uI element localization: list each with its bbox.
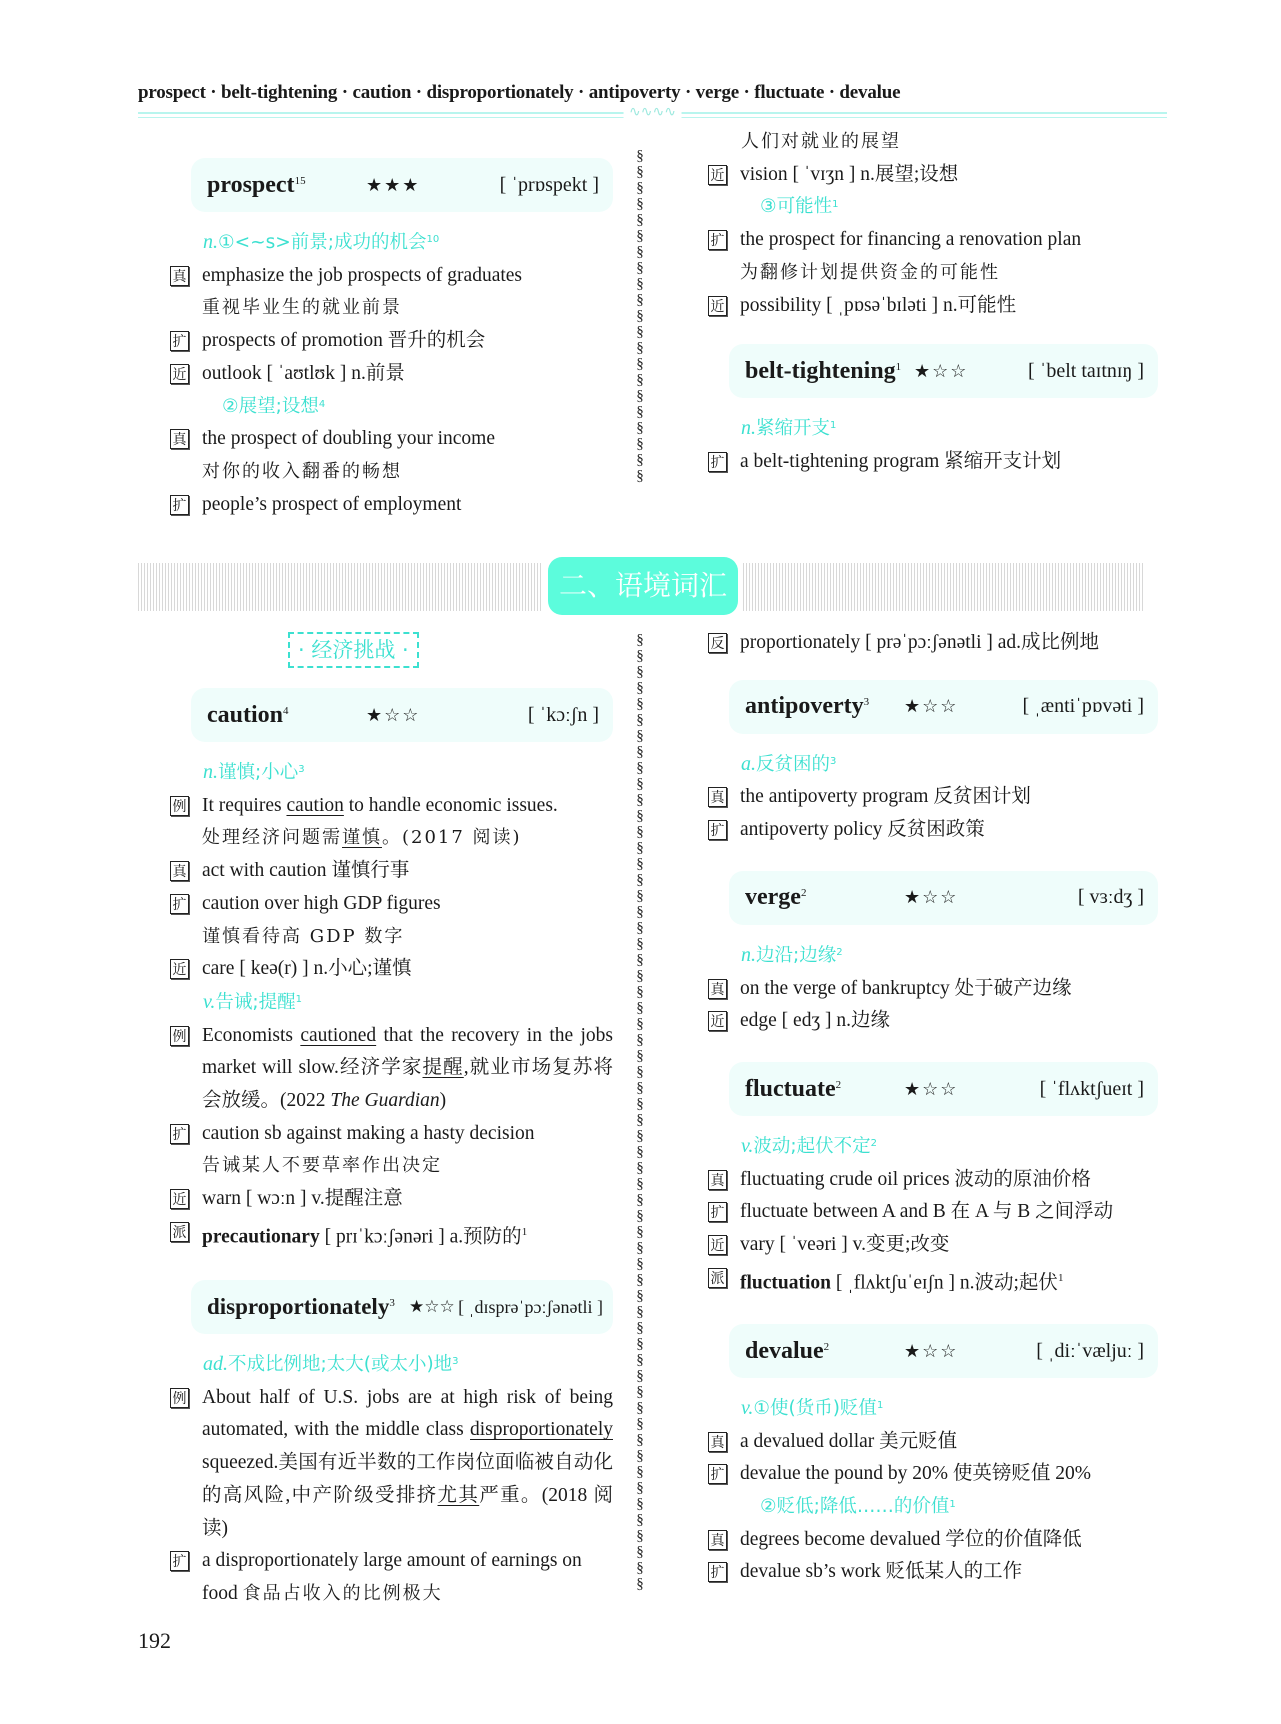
example: 真 on the verge of bankruptcy 处于破产边缘 xyxy=(708,973,1158,1006)
definition: n.边沿;边缘$^2$ xyxy=(741,943,843,966)
definition: ad.不成比例地;太大(或太小)地$^3$ xyxy=(203,1353,459,1376)
example: 真 degrees become devalued 学位的价值降低 xyxy=(708,1524,1158,1557)
tag-zhen-icon: 真 xyxy=(170,266,189,286)
header-rule xyxy=(138,105,1167,120)
entry-belt-tightening xyxy=(708,344,1158,478)
tag-jin-icon: 近 xyxy=(708,296,727,316)
definition: v.波动;起伏不定$^2$ xyxy=(741,1134,878,1157)
headword-box xyxy=(729,1062,1158,1116)
example: 近 edge [ edʒ ] n.边缘 xyxy=(708,1005,1158,1038)
tag-jin-icon: 近 xyxy=(170,364,189,384)
page-number: 192 xyxy=(138,1628,171,1653)
tag-kuo-icon: 扩 xyxy=(708,1202,727,1222)
tag-zhen-icon: 真 xyxy=(170,861,189,881)
tag-kuo-icon: 扩 xyxy=(170,894,189,914)
tag-kuo-icon: 扩 xyxy=(170,495,189,515)
definition: ③可能性$^1$ xyxy=(760,196,839,218)
definition: n.紧缩开支$^1$ xyxy=(741,417,837,440)
column-divider-top: § § § § § § § § § § § § § § § § § § § § § xyxy=(636,148,644,483)
example: 近 care [ keə(r) ] n.小心;谨慎 xyxy=(170,953,613,986)
tag-jin-icon: 近 xyxy=(708,1011,727,1031)
example-sentence: 例 About half of U.S. jobs are at high risk of being automated, with the middle class disproportionately squeezed.美国有近半数的工作岗位面临被自动化的高风险,中产阶级受排挤尤其严重。(2018 阅读) xyxy=(170,1382,613,1546)
definition: v.告诫;提醒$^1$ xyxy=(203,990,303,1013)
star-rating: ★☆☆ xyxy=(904,887,959,908)
example: 扩 the prospect for financing a renovation plan 为翻修计划提供资金的可能性 xyxy=(708,224,1158,289)
tag-zhen-icon: 真 xyxy=(170,429,189,449)
tag-kuo-icon: 扩 xyxy=(170,331,189,351)
definition: n.①<~s>前景;成功的机会$^{10}$ xyxy=(203,231,440,253)
example: 扩 prospects of promotion 晋升的机会 xyxy=(170,325,613,358)
example: 真 the antipoverty program 反贫困计划 xyxy=(708,781,1158,814)
example: 真 fluctuating crude oil prices 波动的原油价格 xyxy=(708,1164,1158,1197)
star-rating: ★☆☆ xyxy=(366,704,421,725)
tag-pai-icon: 派 xyxy=(170,1222,189,1242)
phonetic: [ ˈflʌktʃueɪt ] xyxy=(1039,1077,1144,1100)
example: 扩 a disproportionately large amount of earnings on food 食品占收入的比例极大 xyxy=(170,1545,613,1610)
example-sentence: 例 Economists cautioned that the recovery in the jobs market will slow.经济学家提醒,就业市场复苏将会放缓。(2022 The Guardian) xyxy=(170,1020,613,1118)
example: 扩 devalue sb’s work 贬低某人的工作 xyxy=(708,1556,1158,1589)
entry-prospect-continued xyxy=(708,126,1158,479)
entry-devalue xyxy=(708,1324,1158,1589)
tag-kuo-icon: 扩 xyxy=(708,1562,727,1582)
example: 扩 antipoverty policy 反贫困政策 xyxy=(708,814,1158,847)
phonetic: [ vɜːdʒ ] xyxy=(1077,886,1144,909)
example-translation: 人们对就业的展望 xyxy=(741,131,901,152)
column-divider-bottom: § § § § § § § § § § § § § § § § § § § § § § § § § § § § § § § § § § § § § § § § § § § § § § § § § § § § § § § § § § § § xyxy=(636,632,644,1592)
example: 扩 devalue the pound by 20% 使英镑贬值 20% xyxy=(708,1458,1158,1491)
headword-box xyxy=(191,158,613,212)
headword: fluctuate$^2$ xyxy=(745,1075,842,1102)
entry-antipoverty xyxy=(708,680,1158,847)
example: 扩 caution sb against making a hasty decision 告诫某人不要草率作出决定 xyxy=(170,1118,613,1183)
example: 近 vision [ ˈvɪʒn ] n.展望;设想 xyxy=(708,159,1158,192)
entry-disproportionately xyxy=(170,1280,613,1611)
entry-verge xyxy=(708,871,1158,1038)
example: 扩 fluctuate between A and B 在 A 与 B 之间浮动 xyxy=(708,1196,1158,1229)
derivative: 派 fluctuation [ ˌflʌktʃuˈeɪʃn ] n.波动;起伏$^1$ xyxy=(708,1262,1158,1300)
example: 扩 caution over high GDP figures 谨慎看待高 GDP 数字 xyxy=(170,888,613,953)
phonetic: [ ˈkɔːʃn ] xyxy=(527,703,599,726)
headword-box xyxy=(729,1324,1158,1378)
wave-ornament-icon: ∿∿∿∿ xyxy=(623,106,682,120)
star-rating: ★☆☆ xyxy=(914,360,969,381)
example: 近 warn [ wɔːn ] v.提醒注意 xyxy=(170,1183,613,1216)
example: 近 outlook [ ˈaʊtlʊk ] n.前景 xyxy=(170,358,613,391)
tag-li-icon: 例 xyxy=(170,1026,189,1046)
headword: verge$^2$ xyxy=(745,884,807,911)
headword: caution$^4$ xyxy=(207,701,289,728)
example: 扩 people’s prospect of employment xyxy=(170,489,613,522)
phonetic: [ ˈprɒspekt ] xyxy=(499,173,599,196)
definition: ②展望;设想$^4$ xyxy=(222,395,326,417)
tag-kuo-icon: 扩 xyxy=(708,1464,727,1484)
example: 扩 a belt-tightening program 紧缩开支计划 xyxy=(708,446,1158,479)
entry-prospect xyxy=(170,158,613,521)
section-title: 二、语境词汇 xyxy=(548,557,738,615)
phonetic: [ ˈbelt taɪtnɪŋ ] xyxy=(1028,359,1144,382)
tag-zhen-icon: 真 xyxy=(708,979,727,999)
phonetic: [ ˌdɪsprəˈpɔːʃənətli ] xyxy=(458,1296,603,1317)
example: 真 emphasize the job prospects of graduates 重视毕业生的就业前景 xyxy=(170,260,613,325)
tag-zhen-icon: 真 xyxy=(708,787,727,807)
headword: devalue$^2$ xyxy=(745,1337,830,1364)
headword-box xyxy=(729,871,1158,925)
tag-zhen-icon: 真 xyxy=(708,1530,727,1550)
definition: n.谨慎;小心$^3$ xyxy=(203,761,305,783)
headword-box xyxy=(729,344,1158,398)
example: 真 the prospect of doubling your income 对你的收入翻番的畅想 xyxy=(170,423,613,488)
headword-box xyxy=(191,688,613,742)
headword-box xyxy=(191,1280,613,1334)
tag-jin-icon: 近 xyxy=(170,959,189,979)
headword: prospect$^{15}$ xyxy=(207,171,306,198)
tag-zhen-icon: 真 xyxy=(708,1432,727,1452)
tag-kuo-icon: 扩 xyxy=(708,230,727,250)
tag-jin-icon: 近 xyxy=(708,1235,727,1255)
tag-jin-icon: 近 xyxy=(170,1189,189,1209)
headword: disproportionately$^3$ xyxy=(207,1293,395,1319)
star-rating: ★☆☆ xyxy=(904,696,959,717)
derivative: 派 precautionary [ prɪˈkɔːʃənəri ] a.预防的$^1$ xyxy=(170,1216,613,1254)
star-rating: ★☆☆ xyxy=(904,1340,959,1361)
tag-jin-icon: 近 xyxy=(708,165,727,185)
definition: a.反贫困的$^3$ xyxy=(741,752,837,775)
headword-box xyxy=(729,680,1158,734)
tag-kuo-icon: 扩 xyxy=(708,452,727,472)
tag-li-icon: 例 xyxy=(170,796,189,816)
example: 真 act with caution 谨慎行事 xyxy=(170,855,613,888)
section-banner xyxy=(138,563,1143,611)
example-sentence: 例 It requires caution to handle economic issues. 处理经济问题需谨慎。(2017 阅读) xyxy=(170,790,613,855)
tag-zhen-icon: 真 xyxy=(708,1170,727,1190)
tag-kuo-icon: 扩 xyxy=(170,1551,189,1571)
definition: ②贬低;降低……的价值$^1$ xyxy=(760,1496,956,1518)
tag-kuo-icon: 扩 xyxy=(708,820,727,840)
right-column-bottom xyxy=(708,627,1158,1589)
headword: belt-tightening$^1$ xyxy=(745,357,902,384)
definition: v.①使(货币)贬值$^1$ xyxy=(741,1396,884,1419)
entry-fluctuate xyxy=(708,1062,1158,1300)
star-rating: ★★★ xyxy=(366,174,421,195)
example: 真 a devalued dollar 美元贬值 xyxy=(708,1426,1158,1459)
tag-pai-icon: 派 xyxy=(708,1268,727,1288)
entry-caution xyxy=(170,688,613,1611)
tag-li-icon: 例 xyxy=(170,1388,189,1408)
running-header: prospect · belt-tightening · caution · disproportionately · antipoverty · verge · fluctuate · devalue xyxy=(138,82,901,103)
phonetic: [ ˌæntiˈpɒvəti ] xyxy=(1022,695,1144,718)
star-rating: ★☆☆ xyxy=(904,1078,959,1099)
phonetic: [ ˌdiːˈvæljuː ] xyxy=(1036,1339,1144,1362)
antonym: 反 proportionately [ prəˈpɔːʃənətli ] ad.成比例地 xyxy=(708,627,1158,660)
tag-fan-icon: 反 xyxy=(708,633,727,653)
example: 近 vary [ ˈveəri ] v.变更;改变 xyxy=(708,1229,1158,1262)
star-rating: ★☆☆ xyxy=(409,1296,455,1316)
headword: antipoverty$^3$ xyxy=(745,693,870,720)
topic-label: · 经济挑战 · xyxy=(288,632,419,668)
tag-kuo-icon: 扩 xyxy=(170,1124,189,1144)
example: 近 possibility [ ˌpɒsəˈbɪləti ] n.可能性 xyxy=(708,290,1158,323)
